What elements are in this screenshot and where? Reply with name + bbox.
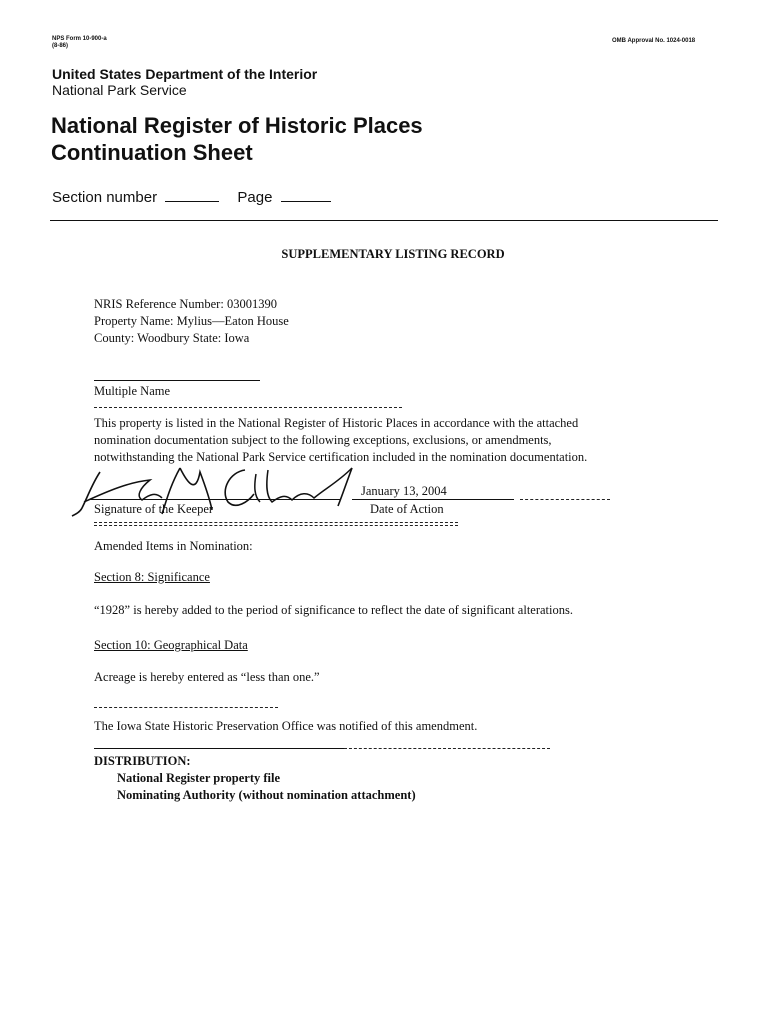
record-heading: SUPPLEMENTARY LISTING RECORD (281, 247, 505, 261)
form-number: NPS Form 10-900-a (8-86) (52, 36, 107, 49)
section-8-text: “1928” is hereby added to the period of significance to reflect the date of significant alterations. (94, 603, 573, 617)
multiple-name-label: Multiple Name (94, 384, 171, 398)
dashed-divider-2 (94, 707, 278, 708)
distribution-line (94, 748, 344, 749)
omb-approval: OMB Approval No. 1024-0018 (612, 38, 696, 44)
distribution-item-nominating-authority: Nominating Authority (without nomination attachment) (117, 788, 416, 802)
distribution-item-property-file: National Register property file (117, 771, 281, 785)
page-label: Page (237, 189, 273, 206)
multiple-name-line (94, 380, 260, 381)
department-name: United States Department of the Interior (52, 66, 318, 82)
county-state: County: Woodbury State: Iowa (94, 331, 250, 345)
service-name: National Park Service (52, 82, 187, 98)
distribution-heading: DISTRIBUTION: (94, 754, 191, 768)
distribution-list (117, 770, 416, 804)
page-blank (281, 201, 331, 202)
property-name: Property Name: Mylius—Eaton House (94, 314, 289, 328)
section-10-title: Section 10: Geographical Data (94, 638, 248, 652)
amended-items-heading: Amended Items in Nomination: (94, 539, 253, 553)
date-of-action-label: Date of Action (370, 502, 444, 516)
header-divider (50, 220, 718, 221)
distribution-line-extension (344, 748, 550, 749)
section-number-label: Section number (52, 189, 158, 206)
record-details (94, 296, 289, 347)
keeper-label: Signature of the Keeper (94, 502, 214, 516)
date-line-extension (520, 499, 610, 500)
agency-block (52, 66, 317, 98)
dashed-divider-1 (94, 407, 402, 408)
action-date: January 13, 2004 (361, 484, 447, 498)
listing-statement: This property is listed in the National Register of Historic Places in accordance with the attached nomination documentation subject to the following exceptions, exclusions, or amendments, notwithstanding the National Park Service certification included in the nomination documentation. (94, 416, 588, 464)
date-line (352, 499, 514, 500)
section-number-blank (165, 201, 219, 202)
section-number-line (52, 189, 331, 206)
section-10-text: Acreage is hereby entered as “less than one.” (94, 670, 320, 684)
signature-line (90, 499, 340, 500)
nris-number: NRIS Reference Number: 03001390 (94, 297, 277, 311)
page-title: National Register of Historic Places Continuation Sheet (51, 113, 423, 165)
section-8-title: Section 8: Significance (94, 570, 210, 584)
double-dashed-divider (94, 522, 458, 526)
shpo-notice: The Iowa State Historic Preservation Office was notified of this amendment. (94, 719, 478, 733)
